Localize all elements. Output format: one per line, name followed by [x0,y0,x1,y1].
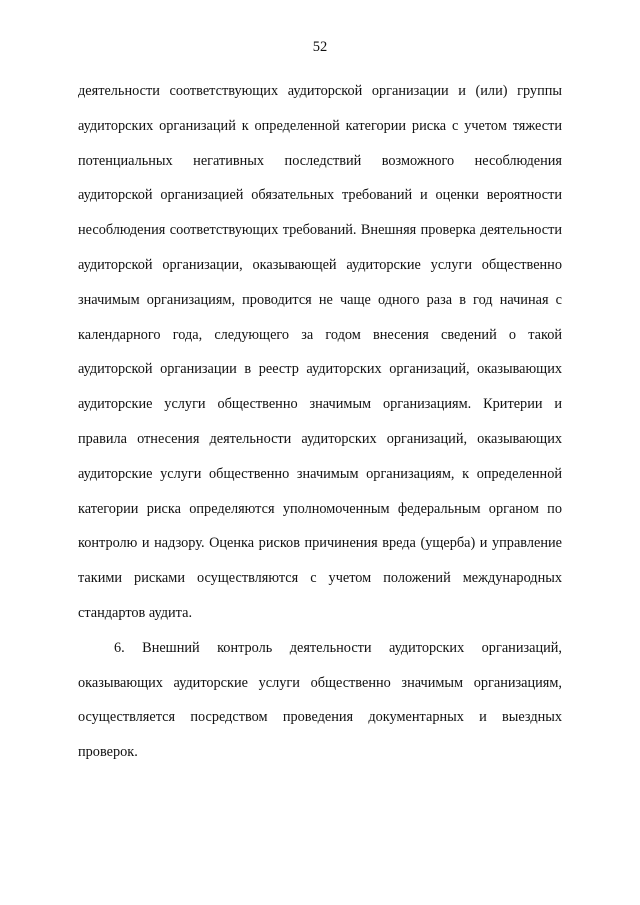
document-body [78,74,562,770]
paragraph-item-6: 6. Внешний контроль деятельности аудиторских организаций, оказывающих аудиторские услуги общественно значимым организациям, осуществляется посредством проведения документарных и выездных проверок. [78,639,562,761]
paragraph-continuation: деятельности соответствующих аудиторской организации и (или) группы аудиторских организаций к определенной категории риска с учетом тяжести потенциальных негативных последствий возможного несоблюдения аудиторской организацией обязательных требований и оценки вероятности несоблюдения соответствующих требований. Внешняя проверка деятельности аудиторской организации, оказывающей аудиторские услуги общественно значимым организациям, проводится не чаще одного раза в год начиная с календарного года, следующего за годом внесения сведений о такой аудиторской организации в реестр аудиторских организаций, оказывающих аудиторские услуги общественно значимым организациям. Критерии и правила отнесения деятельности аудиторских организаций, оказывающих аудиторские услуги общественно значимым организациям, к определенной категории риска определяются уполномоченным федеральным органом по контролю и надзору. Оценка рисков причинения вреда (ущерба) и управление такими рисками осуществляются с учетом положений международных стандартов аудита. [78,83,562,621]
page-number: 52 [312,39,328,55]
